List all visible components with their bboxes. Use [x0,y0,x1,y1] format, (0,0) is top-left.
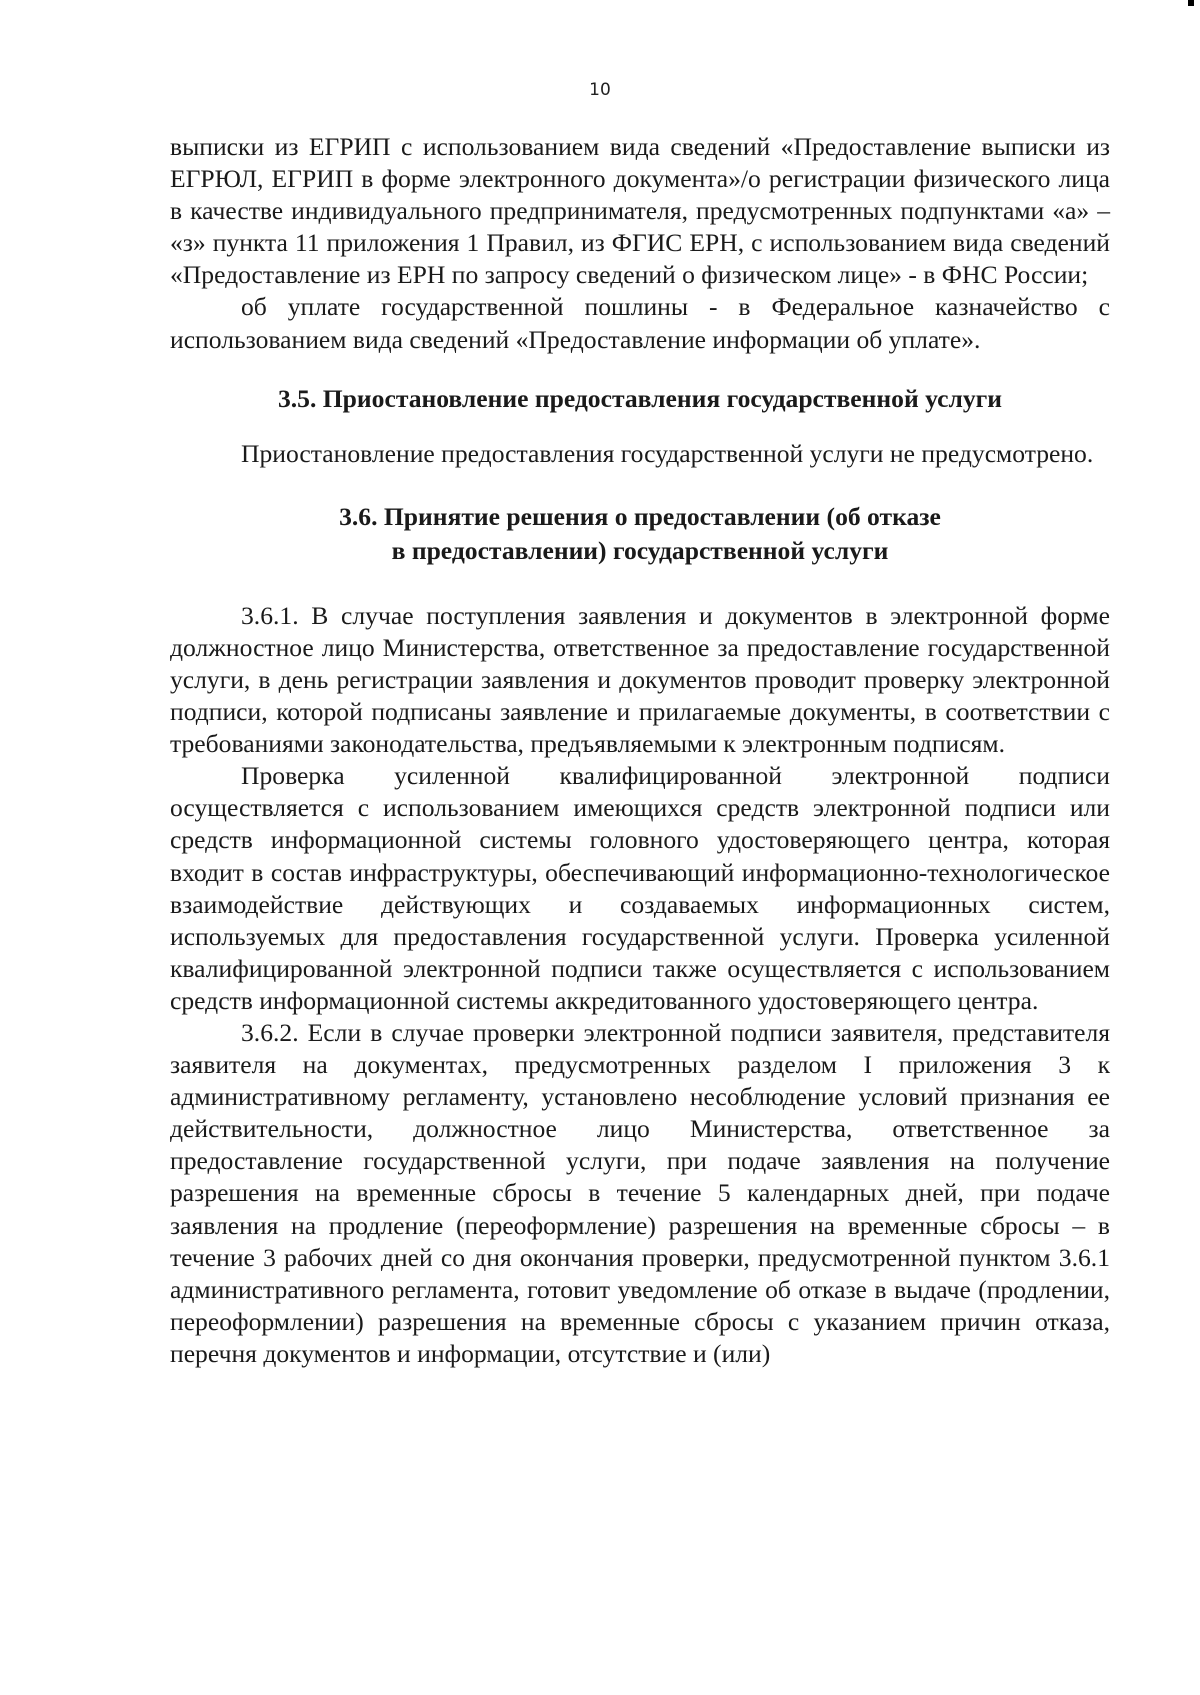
paragraph-3-6-2: 3.6.2. Если в случае проверки электронной подписи заявителя, представителя заявителя на документах, предусмотренных разделом I приложения 3 к административному регламенту, установлено несоблюдение условий признания ее действительности, должностное лицо Министерства, ответственное за предоставление государственной услуги, при подаче заявления на получение разрешения на временные сбросы в течение 5 календарных дней, при подаче заявления на продление (переоформление) разрешения на временные сбросы – в течение 3 рабочих дней со дня окончания проверки, предусмотренной пунктом 3.6.1 административного регламента, готовит уведомление об отказе в выдаче (продлении, переоформлении) разрешения на временные сбросы с указанием причин отказа, перечня документов и информации, отсутствие и (или) [170,1017,1110,1368]
intro-paragraph-fee-payment: об уплате государственной пошлины - в Федеральное казначейство с использованием вида сведений «Предоставление информации об уплате». [170,292,1110,354]
section-3-5-heading: 3.5. Приостановление предоставления государственной услуги [277,383,1002,413]
paragraph-signature-check: Проверка усиленной квалифицированной электронной подписи осуществляется с использованием имеющихся средств электронной подписи или средств информационной системы головного удостоверяющего центра, которая входит в состав инфраструктуры, обеспечивающий информационно-технологическое взаимодействие действующих и создаваемых информационных систем, используемых для предоставления государственной услуги. Проверка усиленной квалифицированной электронной подписи также осуществляется с использованием средств информационной системы аккредитованного удостоверяющего центра. [170,761,1110,1015]
intro-paragraph-continuation: выписки из ЕГРИП с использованием вида сведений «Предоставление выписки из ЕГРЮЛ, ЕГРИП в форме электронного документа»/о регистрации физического лица в качестве индивидуального предпринимателя, предусмотренных подпунктами «а» – «з» пункта 11 приложения 1 Правил, из ФГИС ЕРН, с использованием вида сведений «Предоставление из ЕРН по запросу сведений о физическом лице» - в ФНС России; [170,132,1110,290]
section-3-6-heading-line-1: 3.6. Принятие решения о предоставлении (об отказе [339,501,941,531]
document-body [170,131,1110,1370]
section-3-6-heading [170,500,1110,568]
section-3-6-heading-line-2: в предоставлении) государственной услуги [391,535,889,565]
paragraph-3-6-1: 3.6.1. В случае поступления заявления и документов в электронной форме должностное лицо Министерства, ответственное за предоставление государственной услуги, в день регистрации заявления и документов проводит проверку электронной подписи, которой подписаны заявление и прилагаемые документы, в соответствии с требованиями законодательства, предъявляемыми к электронным подписям. [170,600,1110,759]
section-3-5-text: Приостановление предоставления государственной услуги не предусмотрено. [241,438,1094,468]
page-number: 10 [589,80,611,100]
scan-corner-mark [1188,0,1194,6]
